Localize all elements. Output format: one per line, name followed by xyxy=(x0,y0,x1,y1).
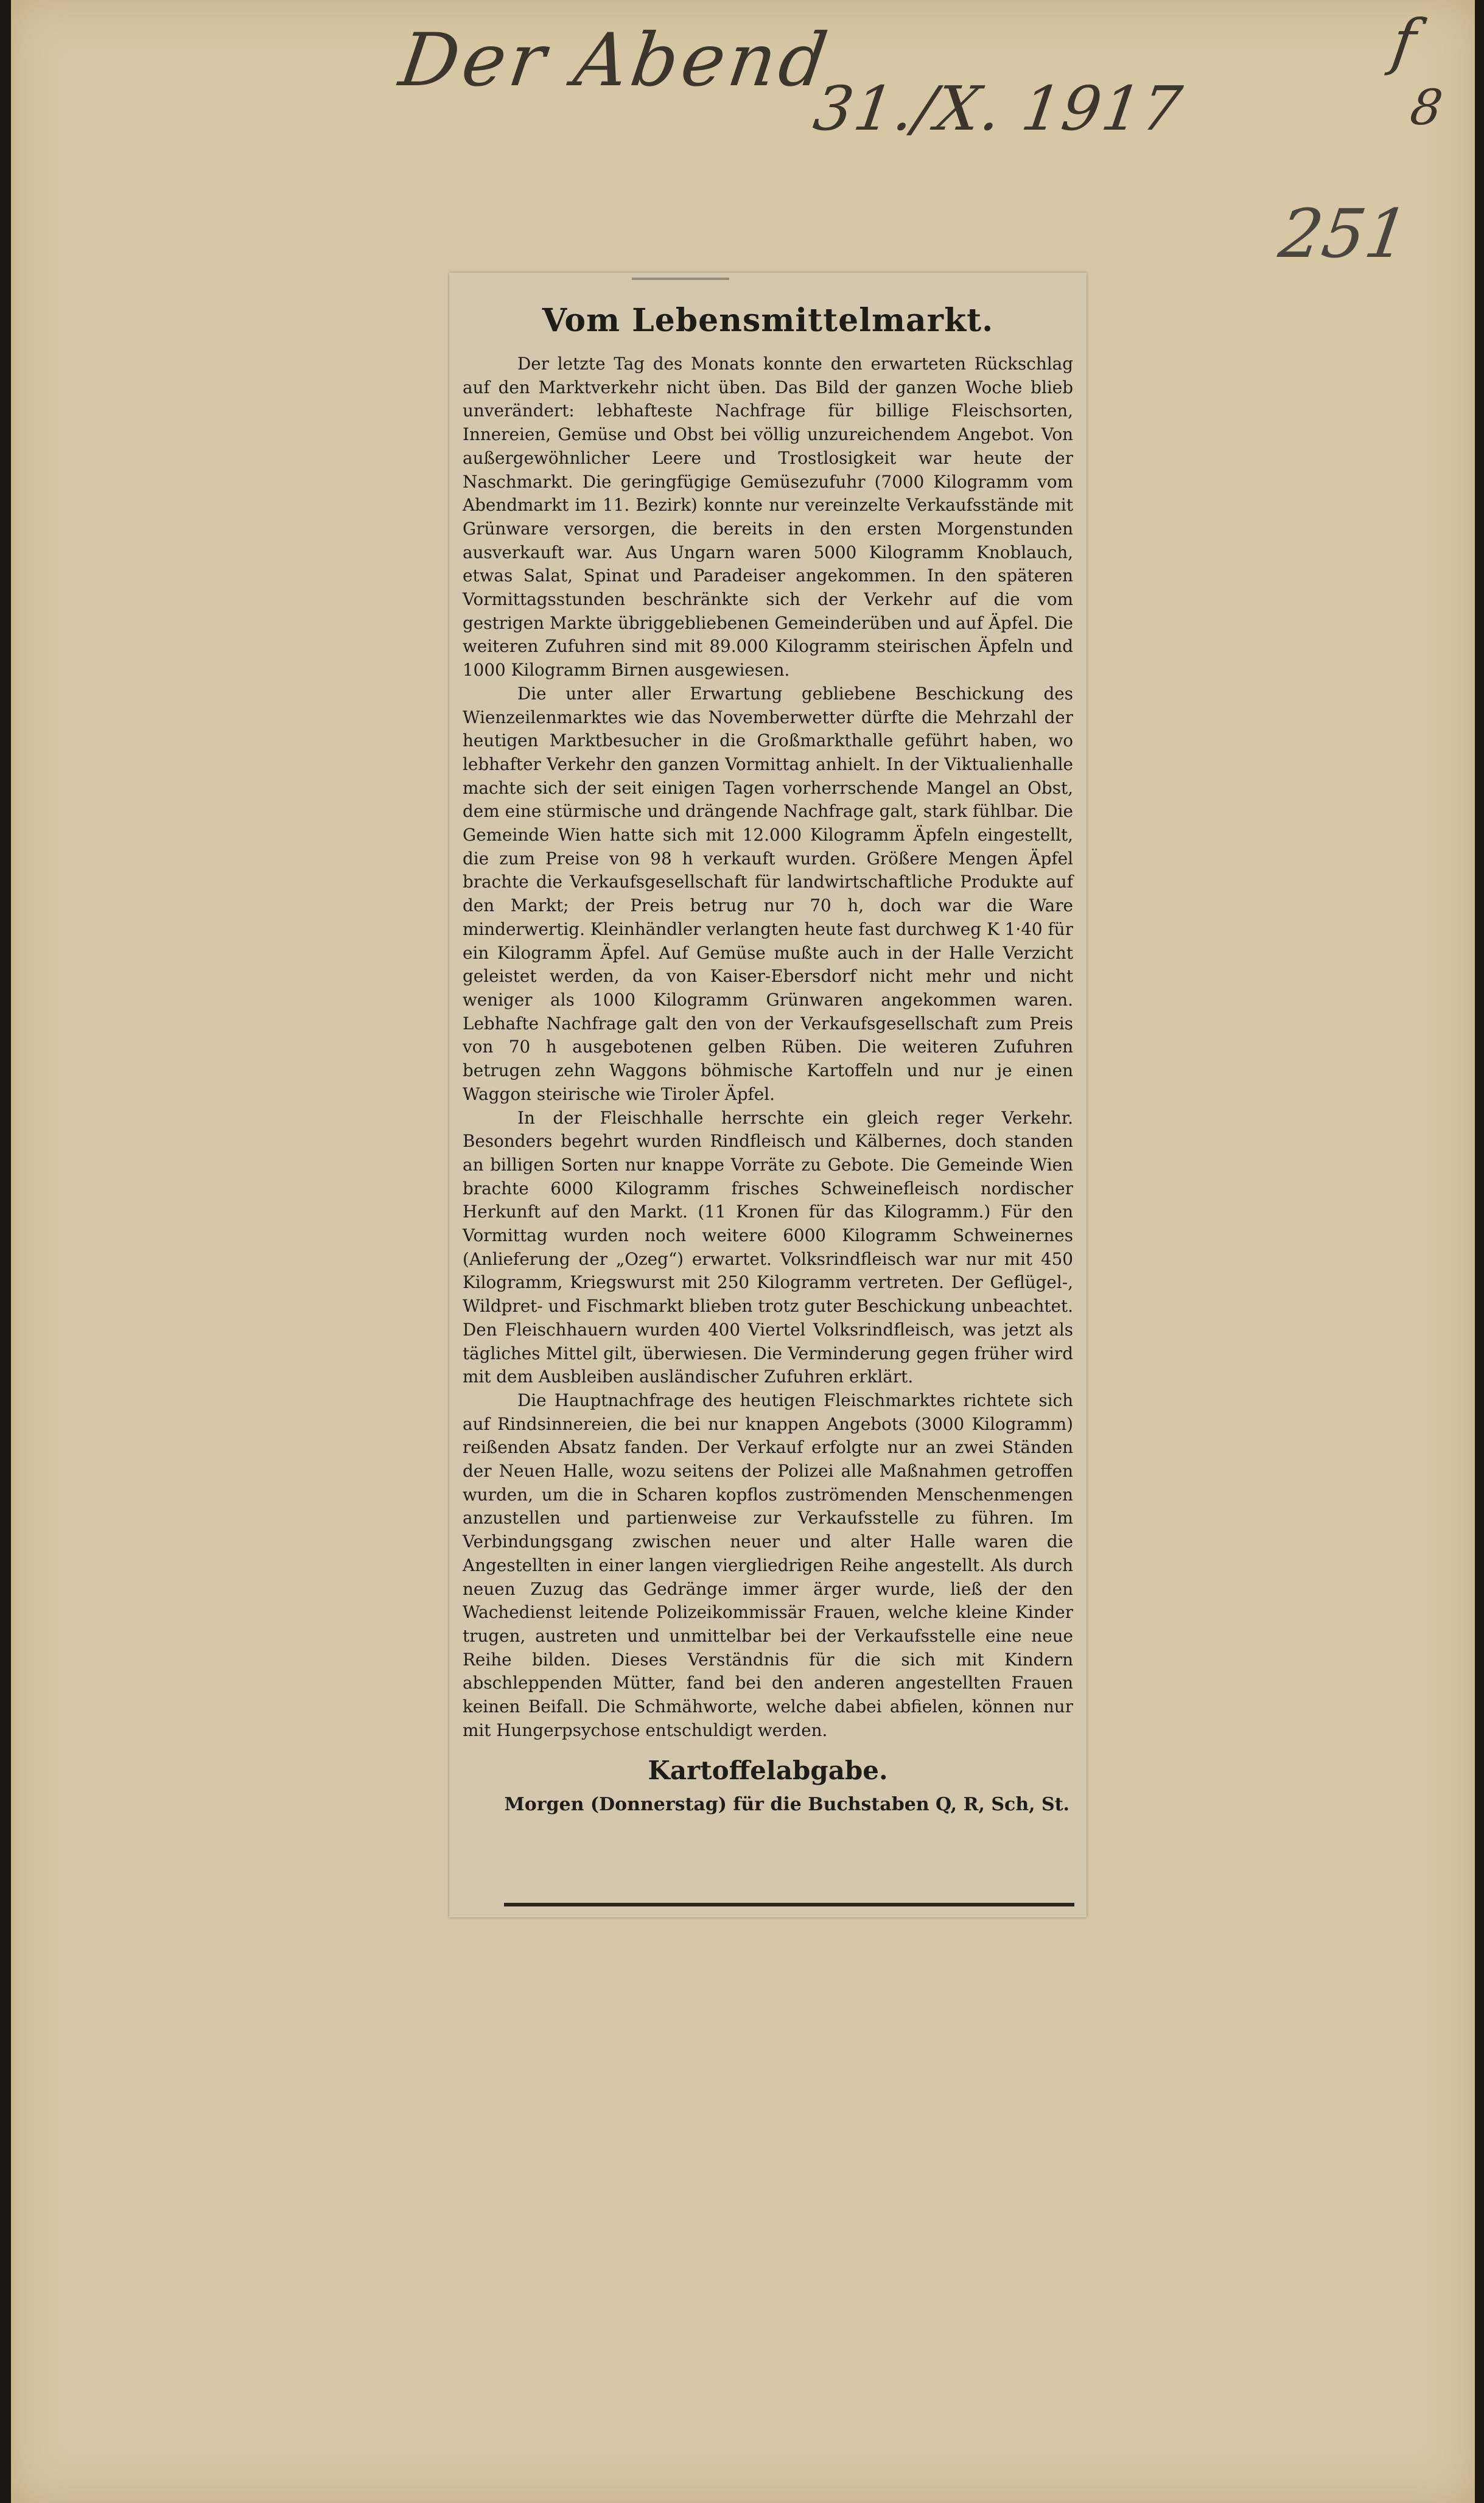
section-headline: Kartoffelabgabe. xyxy=(648,1756,888,1786)
article-paragraph: In der Fleischhalle herrschte ein gleich reger Verkehr. Besonders begehrt wurden Rindfleisch und Kälbernes, doch standen an billigen Sorten nur knappe Vorräte zu Gebote. Die Gemeinde Wien brachte 6000 Kilogramm frisches Schweinefleisch nordischer Herkunft auf den Markt. (11 Kronen für das Kilogramm.) Für den Vormittag wurden noch weitere 6000 Kilogramm Schweinernes (Anlieferung der „Ozeg“) erwartet. Volksrindfleisch war nur mit 450 Kilogramm, Kriegswurst mit 250 Kilogramm vertreten. Der Geflügel-, Wildpret- und Fischmarkt blieben trotz guter Beschickung unbeachtet. Den Fleischhauern wurden 400 Viertel Volksrindfleisch, was jetzt als tägliches Mittel gilt, überwiesen. Die Verminderung gegen früher wird mit dem Ausbleiben ausländischer Zufuhren erklärt. xyxy=(463,1107,1073,1387)
clipping-rule xyxy=(632,278,729,280)
newspaper-clipping xyxy=(449,273,1087,1917)
clipping-bottom-rule xyxy=(504,1903,1074,1906)
handwritten-source: Der Abend xyxy=(394,18,836,103)
handwritten-mark: 8 xyxy=(1407,79,1446,136)
clipping-body xyxy=(463,285,1073,1893)
distribution-notice: Morgen (Donnerstag) für die Buchstaben Q, R, Sch, St. xyxy=(504,1794,1069,1816)
article-paragraph: Die Hauptnachfrage des heutigen Fleischmarktes richtete sich auf Rindsinnereien, die bei nur knappen Angebots (3000 Kilogramm) reißenden Absatz fanden. Der Verkauf erfolgte nur an zwei Ständen der Neuen Halle, wozu seitens der Polizei alle Maßnahmen getroffen wurden, um die in Scharen kopflos zuströmenden Menschenmengen anzustellen und partienweise zur Verkaufsstelle zu führen. Im Verbindungsgang zwischen neuer und alter Halle waren die Angestellten in einer langen viergliedrigen Reihe angestellt. Als durch neuen Zuzug das Gedränge immer ärger wurde, ließ der den Wachedienst leitende Polizeikommissär Frauen, welche kleine Kinder trugen, austreten und unmittelbar bei der Verkaufsstelle eine neue Reihe bilden. Dieses Verständnis für die sich mit Kindern abschleppenden Mütter, fand bei den anderen angestellten Frauen keinen Beifall. Die Schmähworte, welche dabei abfielen, können nur mit Hungerpsychose entschuldigt werden. xyxy=(463,1390,1073,1740)
handwritten-archive-number: 251 xyxy=(1275,195,1413,273)
article-paragraph: Die unter aller Erwartung gebliebene Beschickung des Wienzeilenmarktes wie das Novemberwetter dürfte die Mehrzahl der heutigen Marktbesucher in die Großmarkthalle geführt haben, wo lebhafter Verkehr den ganzen Vormittag anhielt. In der Viktualienhalle machte sich der seit einigen Tagen vorherrschende Mangel an Obst, dem eine stürmische und drängende Nachfrage galt, stark fühlbar. Die Gemeinde Wien hatte sich mit 12.000 Kilogramm Äpfeln eingestellt, die zum Preise von 98 h verkauft wurden. Größere Mengen Äpfel brachte die Verkaufsgesellschaft für landwirtschaftliche Produkte auf den Markt; der Preis betrug nur 70 h, doch war die Ware minderwertig. Kleinhändler verlangten heute fast durchweg K 1·40 für ein Kilogramm Äpfel. Auf Gemüse mußte auch in der Halle Verzicht geleistet werden, da von Kaiser-Ebersdorf nicht mehr und nicht weniger als 1000 Kilogramm Grünwaren angekommen waren. Lebhafte Nachfrage galt den von der Verkaufsgesellschaft zum Preis von 70 h ausgebotenen gelben Rüben. Die weiteren Zufuhren betrugen zehn Waggons böhmische Kartoffeln und nur je einen Waggon steirische wie Tiroler Äpfel. xyxy=(463,683,1073,1104)
handwritten-mark: f xyxy=(1387,6,1421,77)
archive-sheet xyxy=(11,0,1475,2503)
article-paragraph: Der letzte Tag des Monats konnte den erwarteten Rückschlag auf den Marktverkehr nicht üben. Das Bild der ganzen Woche blieb unverändert: lebhafteste Nachfrage für billige Fleischsorten, Innereien, Gemüse und Obst bei völlig unzureichendem Angebot. Von außergewöhnlicher Leere und Trostlosigkeit war heute der Naschmarkt. Die geringfügige Gemüsezufuhr (7000 Kilogramm vom Abendmarkt im 11. Bezirk) konnte nur vereinzelte Verkaufsstände mit Grünware versorgen, die bereits in den ersten Morgenstunden ausverkauft war. Aus Ungarn waren 5000 Kilogramm Knoblauch, etwas Salat, Spinat und Paradeiser angekommen. In den späteren Vormittagsstunden beschränkte sich der Verkehr auf die vom gestrigen Markte übriggebliebenen Gemeinderüben und auf Äpfel. Die weiteren Zufuhren sind mit 89.000 Kilogramm steirischen Äpfeln und 1000 Kilogramm Birnen ausgewiesen. xyxy=(463,354,1073,681)
handwritten-date: 31./X. 1917 xyxy=(809,73,1188,144)
article-headline: Vom Lebensmittelmarkt. xyxy=(542,302,994,339)
